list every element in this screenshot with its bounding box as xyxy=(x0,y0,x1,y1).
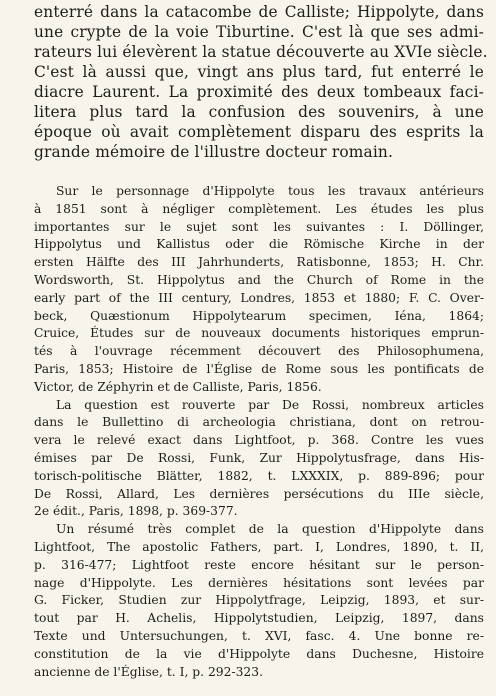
text-line: enterré dans la catacombe de Calliste; Hippolyte, dans xyxy=(34,3,484,21)
note-line: dans le Bullettino di archeologia christiana, dont on retrou- xyxy=(34,415,484,430)
note-line: p. 316-477; Lightfoot reste encore hésitant sur le person- xyxy=(34,557,484,572)
note-line: ersten Hälfte des III Jahrhunderts, Ratisbonne, 1853; H. Chr. xyxy=(34,255,484,270)
text-line: grande mémoire de l'illustre docteur romain. xyxy=(34,143,394,161)
note-line: Victor, de Zéphyrin et de Calliste, Paris, 1856. xyxy=(34,379,322,394)
note-line: ancienne de l'Église, t. I, p. 292-323. xyxy=(34,664,263,679)
note-line: Cruice, Études sur de nouveaux documents historiques emprun- xyxy=(34,326,484,341)
note-line: Lightfoot, The apostolic Fathers, part. I, Londres, 1890, t. II, xyxy=(34,539,484,554)
note-line: 2e édit., Paris, 1898, p. 369-377. xyxy=(34,504,238,519)
note-line: tout par H. Achelis, Hippolytstudien, Leipzig, 1897, dans xyxy=(34,611,484,626)
note-line: Texte und Untersuchungen, t. XVI, fasc. 4. Une bonne re- xyxy=(34,628,484,643)
note-line: Paris, 1853; Histoire de l'Église de Rome sous les pontificats de xyxy=(34,362,484,376)
note-line: importantes sur le sujet sont les suivantes : I. Döllinger, xyxy=(34,219,484,234)
note-line: tés à l'ouvrage récemment découvert des Philosophumena, xyxy=(34,344,484,359)
note-line: nage d'Hippolyte. Les dernières hésitations sont levées par xyxy=(34,575,484,590)
text-line: une crypte de la voie Tiburtine. C'est là que ses admi- xyxy=(34,23,484,41)
note-line: vera le relevé exact dans Lightfoot, p. 368. Contre les vues xyxy=(34,433,484,448)
note-line: constitution de la vie d'Hippolyte dans Duchesne, Histoire xyxy=(34,646,484,661)
note-line: beck, Quæstionum Hippolytearum specimen, Iéna, 1864; xyxy=(34,308,484,323)
note-line: émises par De Rossi, Funk, Zur Hippolytusfrage, dans His- xyxy=(34,450,484,465)
note-line: Un résumé très complet de la question d'Hippolyte dans xyxy=(56,522,484,537)
text-line: rateurs lui élevèrent la statue découverte au XVIe siècle. xyxy=(34,43,488,61)
note-line: Wordsworth, St. Hippolytus and the Church of Rome in the xyxy=(34,273,484,287)
note-line: early part of the III century, Londres, 1853 et 1880; F. C. Over- xyxy=(34,290,484,305)
note-line: Sur le personnage d'Hippolyte tous les travaux antérieurs xyxy=(56,184,484,198)
note-line: La question est rouverte par De Rossi, nombreux articles xyxy=(56,397,484,412)
text-line: époque où avait complètement disparu des esprits la xyxy=(34,123,484,141)
text-line: litera plus tard la confusion des souvenirs, à une xyxy=(34,103,484,121)
text-line: diacre Laurent. La proximité des deux tombeaux faci- xyxy=(34,83,484,101)
note-line: G. Ficker, Studien zur Hippolytfrage, Leipzig, 1893, et sur- xyxy=(34,593,484,608)
note-line: Hippolytus und Kallistus oder die Römische Kirche in der xyxy=(34,237,484,252)
note-line: à 1851 sont à négliger complètement. Les études les plus xyxy=(34,201,484,216)
note-line: De Rossi, Allard, Les dernières persécutions du IIIe siècle, xyxy=(34,486,484,501)
text-line: C'est là aussi que, vingt ans plus tard, fut enterré le xyxy=(34,63,484,81)
note-line: torisch-politische Blätter, 1882, t. LXXXIX, p. 889-896; pour xyxy=(34,468,484,483)
